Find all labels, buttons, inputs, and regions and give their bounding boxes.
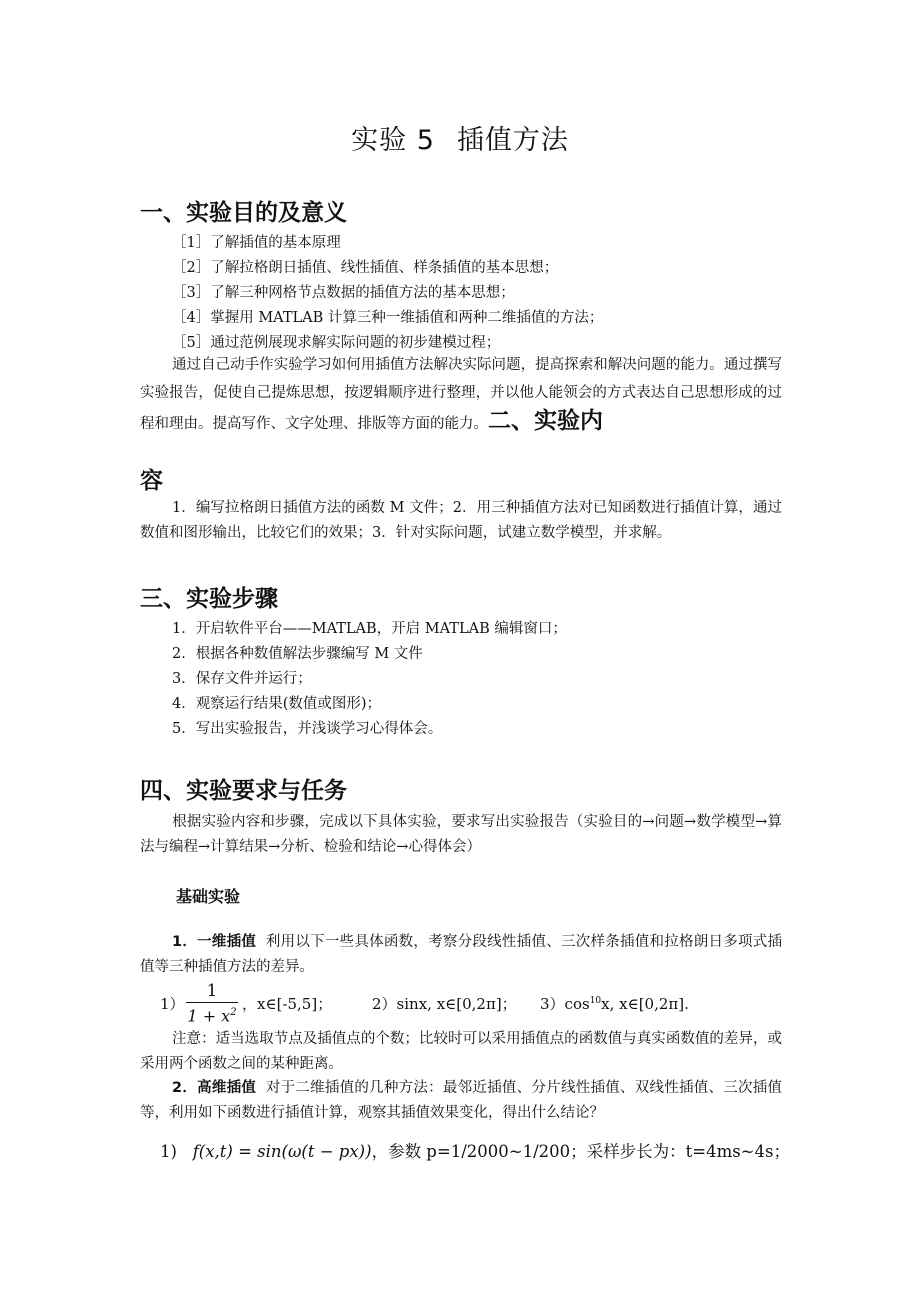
page-title bbox=[0, 118, 920, 157]
objective-item-5: ［5］通过范例展现求解实际问题的初步建模过程； bbox=[172, 335, 501, 351]
exp1-paragraph bbox=[140, 930, 782, 980]
note-text: 注意：适当选取节点及插值点的个数；比较时可以采用插值点的函数值与真实函数值的差异，或采用两个函数之间的某种距离。 bbox=[140, 1031, 782, 1072]
func1-domain: ，x∈[-5,5]； bbox=[242, 995, 333, 1013]
frac-denominator bbox=[186, 1004, 238, 1025]
objective-item-3: ［3］了解三种网格节点数据的插值方法的基本思想； bbox=[172, 285, 515, 301]
func1-fraction bbox=[186, 982, 238, 1025]
func1-prefix: 1） bbox=[160, 995, 185, 1013]
formula-line bbox=[160, 1138, 790, 1162]
significance-paragraph bbox=[140, 351, 782, 438]
content-paragraph bbox=[140, 496, 782, 546]
objective-item-1: ［1］了解插值的基本原理 bbox=[172, 235, 341, 251]
note-paragraph bbox=[140, 1027, 782, 1077]
step-item-4: 4．观察运行结果(数值或图形)； bbox=[172, 696, 382, 712]
formula-expression: f(x,t) = sin(ω(t − px)) bbox=[192, 1142, 372, 1161]
section4-heading: 四、实验要求与任务 bbox=[140, 778, 347, 804]
step-item-5: 5．写出实验报告，并浅谈学习心得体会。 bbox=[172, 721, 443, 737]
exp2-paragraph bbox=[140, 1076, 782, 1126]
section2-heading-part1: 二、实验内 bbox=[488, 408, 603, 434]
func2: 2）sinx, x∈[0,2π]； bbox=[372, 995, 517, 1013]
significance-text: 通过自己动手作实验学习如何用插值方法解决实际问题，提高探索和解决问题的能力。通过撰写实验报告，促使自己提炼思想，按逻辑顺序进行整理，并以他人能领会的方式表达自己思想形成的过程和理由。提高写作、文字处理、排版等方面的能力。 bbox=[140, 357, 782, 432]
section2-heading-part2: 容 bbox=[140, 468, 163, 494]
frac-den-exp: 2 bbox=[230, 1007, 237, 1018]
exp2-text: 对于二维插值的几种方法：最邻近插值、分片线性插值、双线性插值、三次插值等，利用如下函数进行插值计算，观察其插值效果变化，得出什么结论？ bbox=[140, 1080, 783, 1121]
func3-post: x, x∈[0,2π]. bbox=[601, 995, 689, 1013]
requirements-paragraph bbox=[140, 810, 782, 860]
requirements-text: 根据实验内容和步骤，完成以下具体实验，要求写出实验报告（实验目的→问题→数学模型→算法与编程→计算结果→分析、检验和结论→心得体会） bbox=[140, 814, 782, 855]
formula-number: 1) bbox=[160, 1142, 177, 1161]
step-item-1: 1．开启软件平台——MATLAB，开启 MATLAB 编辑窗口； bbox=[172, 621, 567, 637]
func3-pre: 3）cos bbox=[540, 995, 590, 1013]
objective-item-2: ［2］了解拉格朗日插值、线性插值、样条插值的基本思想； bbox=[172, 260, 559, 276]
exp1-label: 1．一维插值 bbox=[172, 934, 257, 950]
step-item-2: 2．根据各种数值解法步骤编写 M 文件 bbox=[172, 646, 423, 662]
section1-heading: 一、实验目的及意义 bbox=[140, 200, 347, 226]
step-item-3: 3．保存文件并运行； bbox=[172, 671, 312, 687]
frac-den-base: 1 + x bbox=[187, 1006, 231, 1026]
frac-bar bbox=[186, 1002, 238, 1003]
content-text: 1．编写拉格朗日插值方法的函数 M 文件；2．用三种插值方法对已知函数进行插值计算，通过数值和图形输出，比较它们的效果；3．针对实际问题，试建立数学模型，并求解。 bbox=[140, 500, 782, 541]
objective-item-4: ［4］掌握用 MATLAB 计算三种一维插值和两种二维插值的方法； bbox=[172, 310, 604, 326]
exp2-label: 2．高维插值 bbox=[172, 1080, 257, 1096]
frac-numerator: 1 bbox=[206, 981, 218, 1001]
func3 bbox=[540, 993, 689, 1014]
formula-params: ，参数 p=1/2000~1/200；采样步长为：t=4ms~4s； bbox=[371, 1142, 790, 1161]
section3-heading: 三、实验步骤 bbox=[140, 586, 278, 612]
func3-exp: 10 bbox=[589, 996, 602, 1006]
title-part2: 插值方法 bbox=[456, 125, 569, 156]
basic-experiment-subheading: 基础实验 bbox=[176, 887, 241, 906]
exp1-text: 利用以下一些具体函数，考察分段线性插值、三次样条插值和拉格朗日多项式插值等三种插值方法的差异。 bbox=[140, 934, 783, 975]
title-part1: 实验 5 bbox=[351, 125, 435, 156]
